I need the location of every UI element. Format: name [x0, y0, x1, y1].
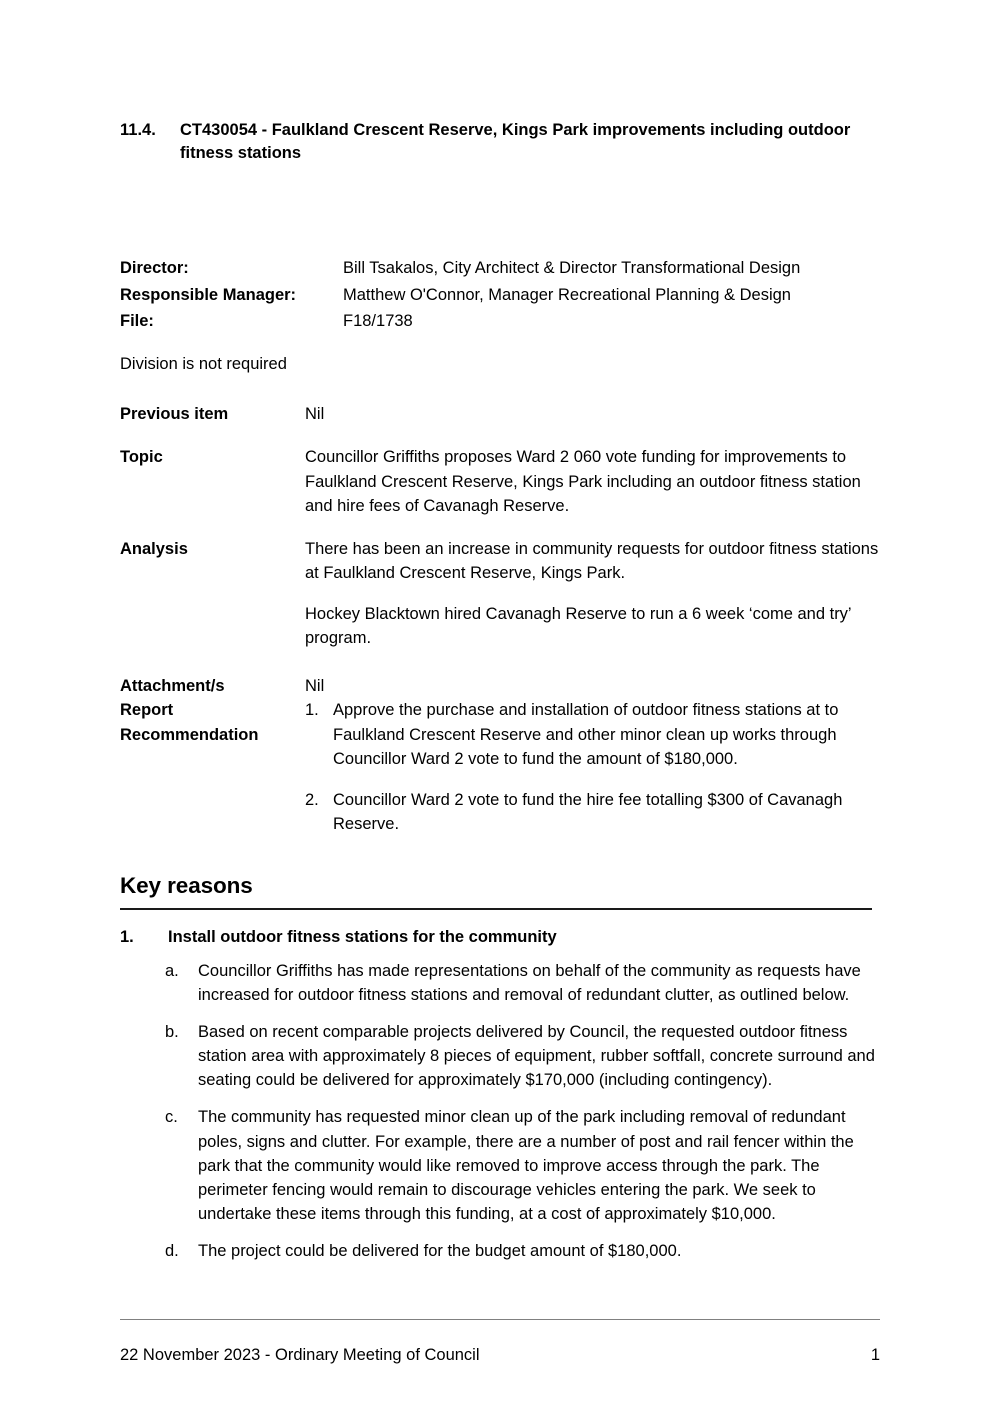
key-reason-1-points [120, 959, 880, 1263]
recommendation-list [305, 698, 880, 836]
topic-value: Councillor Griffiths proposes Ward 2 060 vote funding for improvements to Faulkland Crescent Reserve, Kings Park including an outdoor fitness station and hire fees of Cavanagh Reserve. [305, 448, 861, 515]
division-note: Division is not required [120, 355, 287, 373]
list-item [305, 698, 880, 771]
analysis-row [120, 537, 880, 650]
list-marker: c. [165, 1108, 178, 1127]
list-item [305, 788, 880, 837]
page-title [120, 119, 880, 166]
file-value: F18/1738 [343, 312, 413, 331]
list-item-text: Councillor Griffiths has made representations on behalf of the community as requests have increased for outdoor fitness stations and removal of redundant clutter, as outlined below. [198, 962, 861, 1005]
list-marker: 1. [305, 701, 319, 720]
metadata-row [120, 308, 880, 335]
responsible-manager-label: Responsible Manager: [120, 285, 297, 304]
report-recommendation-label-line-2: Recommendation [120, 725, 259, 744]
footer-divider [120, 1319, 880, 1320]
previous-item-label: Previous item [120, 405, 229, 423]
analysis-label: Analysis [120, 540, 188, 558]
report-recommendation-label-line-1: Report [120, 701, 174, 720]
attachments-value: Nil [305, 677, 325, 695]
topic-label: Topic [120, 448, 163, 467]
section-heading-key-reasons: Key reasons [120, 873, 253, 898]
responsible-manager-value: Matthew O'Connor, Manager Recreational Planning & Design [343, 285, 791, 304]
metadata-row [120, 282, 880, 309]
key-reasons-content [120, 925, 880, 1263]
previous-item-row [120, 402, 880, 426]
list-item-text: The project could be delivered for the budget amount of $180,000. [198, 1241, 682, 1260]
file-label: File: [120, 312, 154, 331]
director-value: Bill Tsakalos, City Architect & Director Transformational Design [343, 259, 801, 277]
item-title: CT430054 - Faulkland Crescent Reserve, Kings Park improvements including outdoor fitness stations [180, 121, 851, 163]
list-item-text: Councillor Ward 2 vote to fund the hire fee totalling $300 of Cavanagh Reserve. [333, 791, 843, 834]
footer-page-number: 1 [870, 1346, 880, 1364]
report-metadata [120, 255, 880, 335]
list-item-text: Approve the purchase and installation of outdoor fitness stations at to Faulkland Crescent Reserve and other minor clean up works through Councillor Ward 2 vote to fund the amount of $180,000. [333, 701, 839, 768]
report-recommendation-label [120, 698, 305, 836]
list-item [120, 959, 880, 1007]
analysis-paragraph: There has been an increase in community requests for outdoor fitness stations at Faulkland Crescent Reserve, Kings Park. [305, 540, 879, 583]
item-number: 11.4. [120, 121, 156, 139]
footer-meeting-text: 22 November 2023 - Ordinary Meeting of Council [120, 1346, 480, 1364]
metadata-row [120, 255, 880, 282]
attachments-label: Attachment/s [120, 677, 225, 695]
previous-item-value: Nil [305, 405, 325, 423]
analysis-paragraph: Hockey Blacktown hired Cavanagh Reserve to run a 6 week ‘come and try’ program. [305, 604, 851, 647]
list-item [120, 1105, 880, 1225]
list-marker: 2. [305, 791, 319, 809]
key-reason-1-title: Install outdoor fitness stations for the community [168, 928, 557, 946]
list-item [120, 1020, 880, 1092]
director-label: Director: [120, 259, 189, 277]
list-item [120, 1239, 880, 1263]
attachments-row [120, 674, 880, 698]
list-marker: a. [165, 962, 179, 981]
report-details [120, 402, 880, 837]
page-footer [120, 1346, 880, 1365]
list-item-text: Based on recent comparable projects delivered by Council, the requested outdoor fitness station area with approximately 8 pieces of equipment, rubber softfall, concrete surround and seating could be delivered for approximately $170,000 (including contingency). [198, 1023, 875, 1090]
list-marker: b. [165, 1023, 179, 1042]
report-recommendation-value [305, 698, 880, 836]
list-marker: d. [165, 1241, 179, 1260]
section-divider [120, 908, 872, 910]
list-item-text: The community has requested minor clean up of the park including removal of redundant poles, signs and clutter. For example, there are a number of post and rail fencer within the park that the community would like removed to improve access through the park. The perimeter fencing would remain to discourage vehicles entering the park. We seek to undertake these items through this funding, at a cost of approximately $10,000. [198, 1108, 854, 1223]
list-marker: 1. [120, 928, 134, 946]
topic-row [120, 445, 880, 518]
report-recommendation-row [120, 698, 880, 836]
key-reason-1-heading [120, 925, 880, 949]
analysis-value [305, 537, 880, 650]
